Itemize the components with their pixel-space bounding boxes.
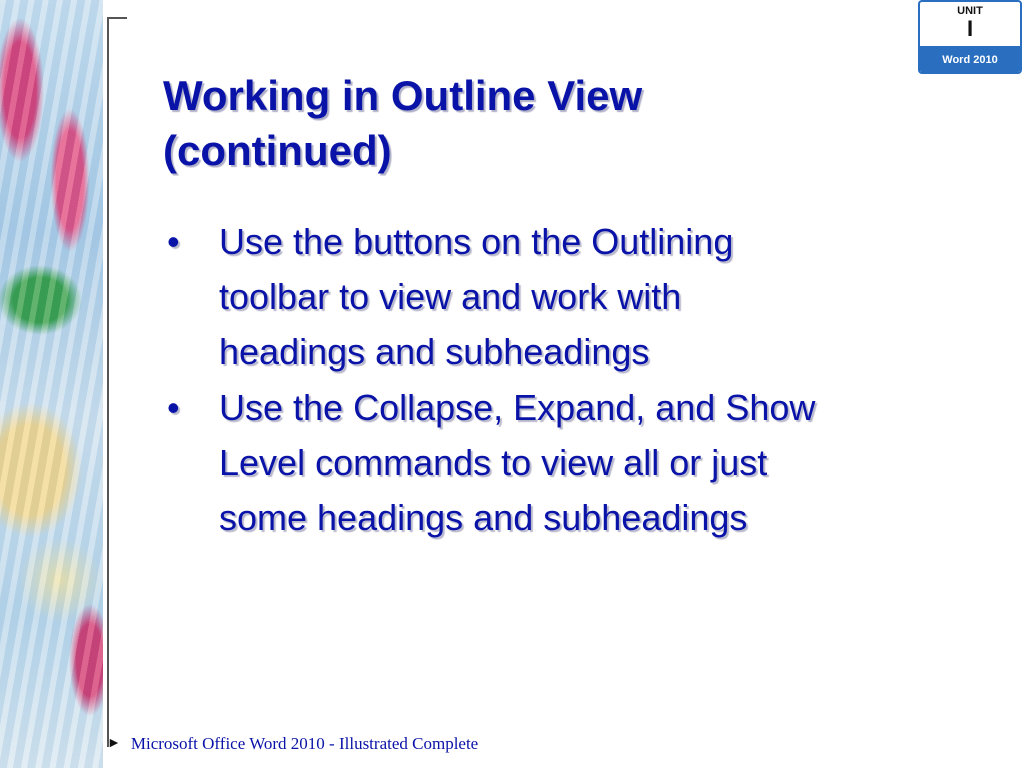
title-line-2: (continued) xyxy=(163,127,392,174)
footer xyxy=(107,733,478,755)
arrow-icon: ► xyxy=(107,736,121,751)
bullet-marker: • xyxy=(167,387,180,428)
unit-badge xyxy=(918,0,1022,74)
bullet-item xyxy=(163,214,983,379)
slide-title xyxy=(163,68,963,178)
decorative-side-image xyxy=(0,0,103,768)
bullet-line: Use the Collapse, Expand, and Show xyxy=(219,387,816,428)
bullet-item xyxy=(163,380,983,545)
product-label: Word 2010 xyxy=(920,46,1020,74)
bullet-line: Use the buttons on the Outlining xyxy=(219,221,734,262)
bullet-line: Level commands to view all or just xyxy=(219,442,768,483)
footer-text: Microsoft Office Word 2010 - Illustrated Complete xyxy=(130,734,479,753)
bullet-marker: • xyxy=(167,221,180,262)
bullet-line: toolbar to view and work with xyxy=(219,276,682,317)
title-line-1: Working in Outline View xyxy=(163,72,643,119)
bullet-line: headings and subheadings xyxy=(219,331,650,372)
bullet-line: some headings and subheadings xyxy=(219,497,748,538)
unit-label: UNIT xyxy=(957,5,983,17)
slide-border-bracket xyxy=(107,17,127,747)
unit-number: I xyxy=(966,16,974,41)
bullet-list xyxy=(163,214,983,546)
